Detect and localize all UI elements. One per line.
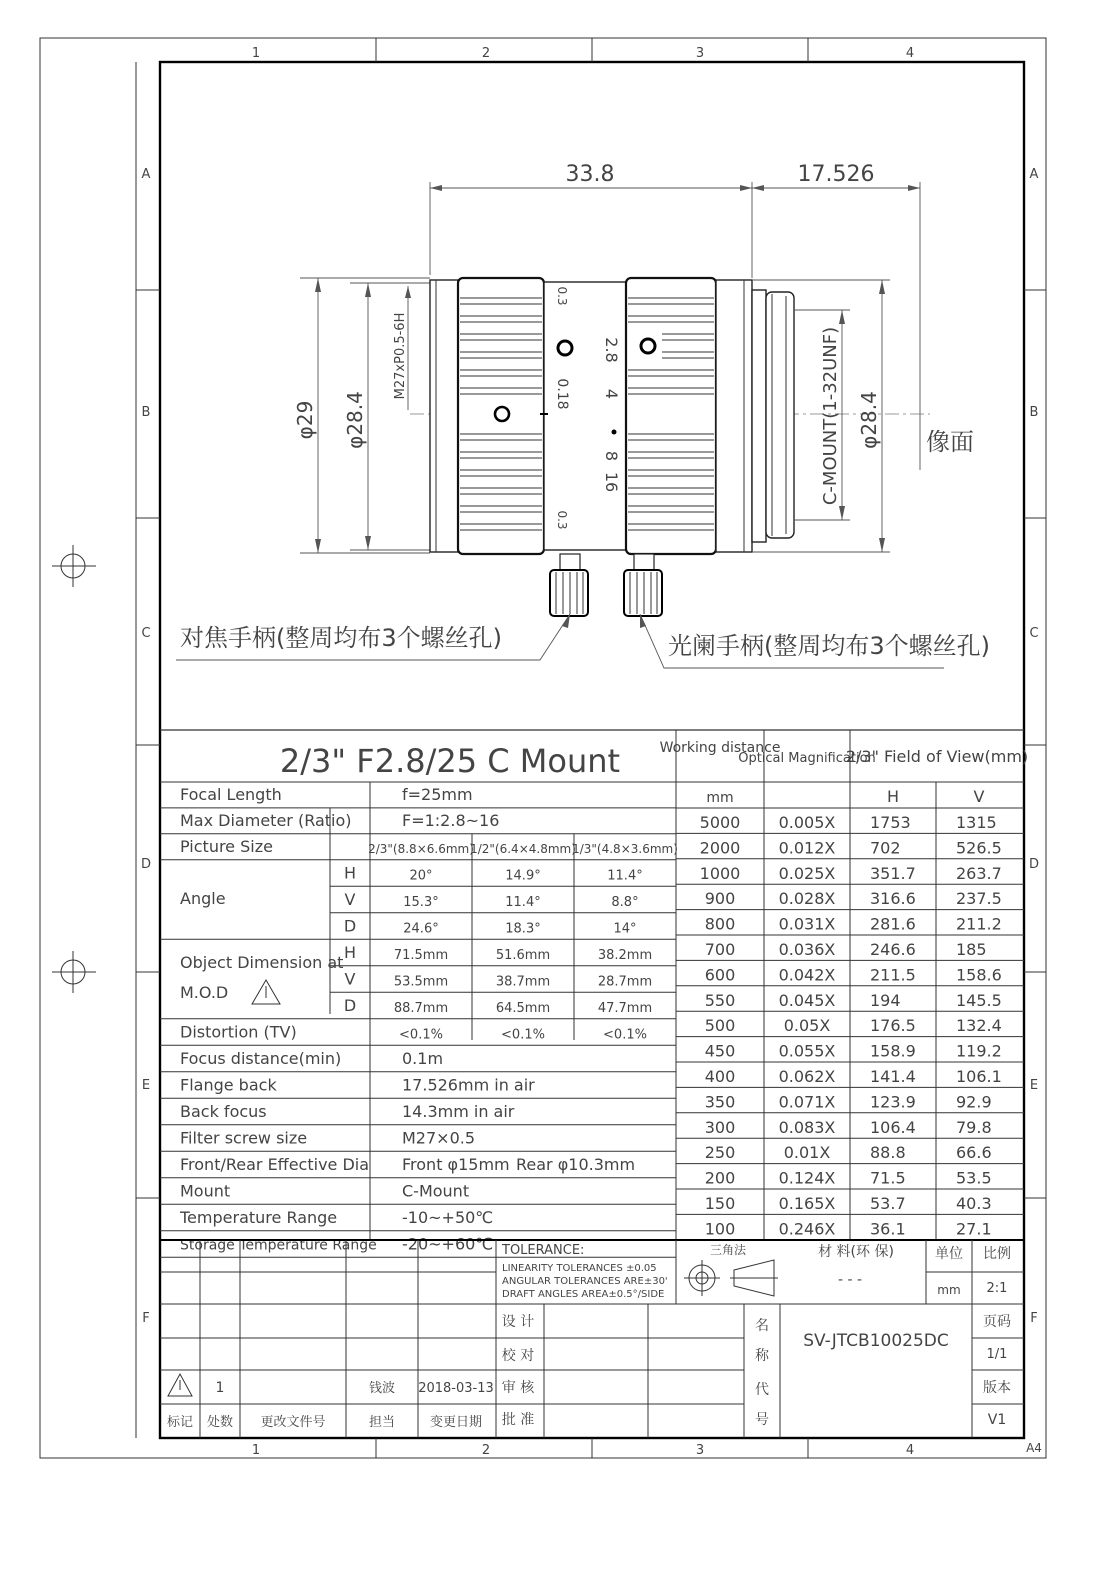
third-angle-projection-icon: [684, 1260, 778, 1296]
dim-mount-dia: φ28.4: [857, 391, 881, 449]
fov-v: 27.1: [956, 1219, 992, 1239]
row-label: E: [1029, 1078, 1039, 1093]
title-block: [160, 1240, 1024, 1438]
col-label: 4: [905, 1443, 915, 1458]
table-title: 2/3" F2.8/25 C Mount: [279, 742, 621, 780]
fov-v: 1315: [956, 813, 997, 832]
dim-outer-dia: φ29: [293, 400, 317, 440]
spec-value: 28.7mm: [597, 974, 653, 990]
spec-value: f=25mm: [402, 785, 473, 804]
spec-label: Distortion (TV): [180, 1022, 297, 1042]
fov-h: 106.4: [870, 1117, 916, 1137]
axis-label: V: [344, 889, 356, 909]
fov-magnification: 0.031X: [778, 914, 836, 934]
axis-label: H: [343, 863, 357, 883]
registration-target-icon: [52, 545, 96, 587]
fov-working-distance: 300: [704, 1117, 736, 1137]
spec-value: 11.4°: [505, 894, 541, 910]
spec-value: 88.7mm: [393, 1000, 449, 1016]
fov-h: 194: [870, 990, 901, 1010]
footer-signer: 担当: [368, 1415, 396, 1430]
spec-value: 14.9°: [505, 868, 541, 884]
fov-v: 145.5: [956, 990, 1002, 1010]
fov-h: 281.6: [870, 914, 916, 934]
fov-h: 351.7: [870, 863, 916, 883]
spec-value: 24.6°: [403, 921, 439, 937]
projection-label: 三角法: [709, 1243, 747, 1257]
fov-working-distance: 400: [704, 1067, 736, 1086]
row-label: B: [141, 405, 151, 420]
spec-value: Front φ15mm: [402, 1154, 510, 1174]
dim-back-label: 17.526: [797, 162, 875, 187]
fov-working-distance: 2000: [699, 838, 741, 858]
fov-working-distance: 800: [704, 914, 736, 934]
scale-label: 比例: [983, 1246, 1011, 1262]
fov-v: 119.2: [956, 1041, 1002, 1061]
focus-scale-top: 0.3: [555, 286, 569, 306]
tolerance-title: TOLERANCE:: [502, 1243, 585, 1258]
code-label: 号: [755, 1412, 769, 1428]
image-plane-label: 像面: [926, 428, 974, 456]
f-scale-8: 8: [602, 450, 621, 462]
f-scale-4: 4: [602, 388, 621, 400]
unit-mm: mm: [706, 790, 734, 806]
spec-value: <0.1%: [603, 1027, 647, 1043]
col-label: 1: [251, 46, 261, 61]
fov-working-distance: 200: [704, 1168, 736, 1188]
spec-value: 14°: [613, 921, 637, 937]
unit-value: mm: [937, 1283, 961, 1297]
version-value: V1: [987, 1412, 1007, 1428]
focus-scale-bottom: 0.3: [555, 510, 569, 530]
col-v: V: [973, 787, 985, 806]
rev-date: 2018-03-13: [418, 1381, 494, 1396]
unit-label: 单位: [935, 1246, 963, 1262]
fov-working-distance: 5000: [699, 813, 741, 832]
spec-label: Temperature Range: [180, 1207, 338, 1227]
fov-working-distance: 350: [704, 1092, 736, 1112]
fov-v: 211.2: [956, 914, 1002, 934]
axis-label: V: [344, 969, 356, 989]
fov-magnification: 0.071X: [778, 1092, 836, 1112]
spec-label: Focal Length: [180, 785, 282, 804]
fov-magnification: 0.036X: [778, 940, 836, 959]
page-value: 1/1: [986, 1347, 1008, 1362]
spec-label: Storage Temperature Range: [180, 1237, 377, 1254]
spec-value: 14.3mm in air: [402, 1101, 515, 1121]
spec-label: Back focus: [180, 1101, 267, 1121]
fov-magnification: 0.246X: [778, 1219, 836, 1239]
focus-scale-mid: 0.18: [554, 378, 570, 410]
fov-working-distance: 700: [704, 940, 736, 959]
review-label: 审 核: [501, 1380, 535, 1396]
spec-value: -10~+50℃: [402, 1207, 494, 1227]
fov-magnification: 0.165X: [778, 1194, 836, 1213]
page-label: 页码: [983, 1314, 1011, 1330]
fov-v: 66.6: [956, 1143, 992, 1163]
lens-side-view: [176, 162, 990, 668]
spec-value: 1/3"(4.8×3.6mm): [572, 841, 678, 856]
spec-value: 38.2mm: [597, 947, 653, 963]
fov-v: 40.3: [956, 1194, 992, 1213]
row-label: C: [1029, 626, 1039, 641]
footer-date: 变更日期: [429, 1415, 483, 1430]
spec-value: M27×0.5: [402, 1128, 476, 1148]
fov-magnification: 0.005X: [778, 813, 836, 832]
axis-label: D: [343, 916, 357, 936]
iris-handle: [624, 554, 662, 616]
fov-h: 141.4: [870, 1067, 916, 1086]
spec-value: C-Mount: [402, 1181, 470, 1201]
fov-magnification: 0.05X: [783, 1016, 831, 1036]
fov-working-distance: 250: [704, 1143, 736, 1163]
fov-magnification: 0.045X: [778, 990, 836, 1010]
spec-value: <0.1%: [399, 1027, 443, 1043]
tolerance-line: ANGULAR TOLERANCES ARE±30': [502, 1276, 668, 1287]
part-number: SV-JTCB10025DC: [803, 1331, 949, 1351]
thread-front-label: M27xP0.5-6H: [393, 312, 408, 400]
fov-h: 176.5: [870, 1016, 916, 1036]
fov-working-distance: 600: [704, 965, 736, 985]
fov-h: 53.7: [870, 1194, 906, 1213]
fov-h: 36.1: [870, 1219, 906, 1239]
spec-value: 15.3°: [403, 894, 439, 910]
fov-v: 526.5: [956, 838, 1002, 858]
sheet-size: A4: [1026, 1441, 1042, 1455]
fov-v: 79.8: [956, 1117, 992, 1137]
spec-value: 8.8°: [611, 894, 639, 910]
fov-working-distance: 1000: [699, 863, 741, 883]
footer-mark: 标记: [166, 1415, 194, 1430]
col-h: H: [886, 787, 900, 806]
spec-label: Front/Rear Effective Dia: [180, 1154, 370, 1174]
fov-h: 1753: [870, 813, 911, 832]
row-label: B: [1029, 405, 1039, 420]
col-label: 3: [695, 46, 705, 61]
f-scale-top: 2.8: [602, 337, 621, 363]
row-label: D: [140, 857, 152, 872]
fov-h: 702: [870, 838, 901, 858]
design-label: 设 计: [501, 1314, 535, 1330]
row-label: D: [1028, 857, 1040, 872]
spec-value: 64.5mm: [495, 1000, 551, 1016]
col-label: 4: [905, 46, 915, 61]
spec-label: Flange back: [180, 1075, 277, 1095]
row-label: C: [141, 626, 151, 641]
fov-magnification: 0.012X: [778, 838, 836, 858]
fov-magnification: 0.028X: [778, 889, 836, 909]
axis-label: D: [343, 995, 357, 1015]
fov-v: 132.4: [956, 1016, 1002, 1036]
fov-header: 2/3" Field of View(mm): [845, 747, 1029, 766]
fov-magnification: 0.042X: [778, 965, 836, 985]
spec-value: 18.3°: [505, 921, 541, 937]
spec-value: -20~+60℃: [402, 1234, 494, 1254]
name-label: 名: [755, 1318, 769, 1334]
spec-value: 11.4°: [607, 868, 643, 884]
footer-doc: 更改文件号: [260, 1415, 326, 1430]
warning-icon: [252, 980, 280, 1004]
fov-working-distance: 450: [704, 1041, 736, 1061]
dim-length-label: 33.8: [565, 162, 615, 187]
fov-magnification: 0.124X: [778, 1168, 836, 1188]
fov-h: 71.5: [870, 1168, 906, 1188]
fov-v: 92.9: [956, 1092, 992, 1112]
spec-value: 17.526mm in air: [402, 1075, 535, 1095]
code-label: 代: [755, 1382, 769, 1398]
fov-v: 263.7: [956, 863, 1002, 883]
tolerance-line: DRAFT ANGLES AREA±0.5°/SIDE: [502, 1289, 665, 1300]
material-label: 材 料(环 保): [818, 1244, 894, 1260]
scale-value: 2:1: [986, 1281, 1008, 1296]
row-label: F: [142, 1311, 150, 1326]
fov-h: 158.9: [870, 1041, 916, 1061]
spec-value: 1/2"(6.4×4.8mm): [470, 841, 576, 856]
col-label: 3: [695, 1443, 705, 1458]
col-label: 1: [251, 1443, 261, 1458]
tolerance-line: LINEARITY TOLERANCES ±0.05: [502, 1263, 657, 1274]
fov-magnification: 0.025X: [778, 863, 836, 883]
fov-h: 316.6: [870, 889, 916, 909]
dim-barrel-dia: φ28.4: [343, 391, 367, 449]
spec-label: Object Dimension at: [180, 953, 344, 972]
spec-value: 47.7mm: [597, 1000, 653, 1016]
version-label: 版本: [983, 1380, 1011, 1396]
spec-label: Angle: [180, 889, 226, 908]
name-label: 称: [755, 1348, 769, 1364]
spec-table: [160, 730, 1028, 1257]
spec-label: Filter screw size: [180, 1128, 308, 1148]
f-scale-16: 16: [602, 471, 621, 493]
focus-handle-note: 对焦手柄(整周均布3个螺丝孔): [180, 624, 502, 652]
registration-target-icon: [52, 951, 96, 993]
row-label: F: [1030, 1311, 1038, 1326]
fov-magnification: 0.055X: [778, 1041, 836, 1061]
fov-h: 246.6: [870, 940, 916, 959]
mount-thread-label: C-MOUNT(1-32UNF): [820, 326, 841, 506]
footer-count: 处数: [206, 1415, 234, 1430]
fov-working-distance: 500: [704, 1016, 736, 1036]
spec-value: 51.6mm: [495, 947, 551, 963]
spec-value: 71.5mm: [393, 947, 449, 963]
approve-label: 批 准: [501, 1412, 535, 1428]
fov-working-distance: 100: [704, 1219, 736, 1239]
revision-warning-icon: [168, 1374, 192, 1396]
col-label: 2: [481, 46, 491, 61]
spec-label: M.O.D: [180, 983, 229, 1002]
rev-person: 钱波: [368, 1381, 396, 1396]
fov-h: 123.9: [870, 1092, 916, 1112]
spec-label: Picture Size: [180, 836, 273, 856]
focus-handle: [550, 554, 588, 616]
magnification-header: Optical Magnification: [738, 751, 876, 766]
fov-v: 237.5: [956, 889, 1002, 909]
row-label: E: [141, 1078, 151, 1093]
rev-count: 1: [215, 1380, 225, 1396]
fov-h: 211.5: [870, 965, 916, 985]
fov-v: 53.5: [956, 1168, 992, 1188]
fov-working-distance: 150: [704, 1194, 736, 1213]
fov-working-distance: 900: [704, 889, 736, 909]
spec-value: 20°: [409, 868, 433, 884]
row-label: A: [1029, 167, 1039, 182]
spec-label: Max Diameter (Ratio): [180, 810, 352, 830]
axis-label: H: [343, 942, 357, 962]
check-label: 校 对: [501, 1348, 535, 1364]
working-distance-text: Working distance: [659, 740, 781, 756]
spec-value: <0.1%: [501, 1027, 545, 1043]
row-label: A: [141, 167, 151, 182]
col-label: 2: [481, 1443, 491, 1458]
spec-value: F=1:2.8~16: [402, 810, 500, 830]
spec-label: Focus distance(min): [180, 1048, 342, 1068]
spec-value: 38.7mm: [495, 974, 551, 990]
fov-magnification: 0.083X: [778, 1117, 836, 1137]
iris-handle-note: 光阑手柄(整周均布3个螺丝孔): [668, 632, 990, 660]
spec-value: 0.1m: [402, 1048, 444, 1068]
spec-label: Mount: [180, 1181, 231, 1201]
spec-value: 53.5mm: [393, 974, 449, 990]
fov-v: 106.1: [956, 1067, 1002, 1086]
material-value: - - -: [837, 1272, 863, 1288]
fov-v: 158.6: [956, 965, 1002, 985]
spec-value: 2/3"(8.8×6.6mm): [368, 841, 474, 856]
fov-h: 88.8: [870, 1143, 906, 1163]
fov-working-distance: 550: [704, 990, 736, 1010]
fov-v: 185: [956, 940, 987, 959]
fov-magnification: 0.062X: [778, 1067, 836, 1086]
fov-magnification: 0.01X: [783, 1143, 831, 1163]
spec-value: Rear φ10.3mm: [516, 1154, 636, 1174]
